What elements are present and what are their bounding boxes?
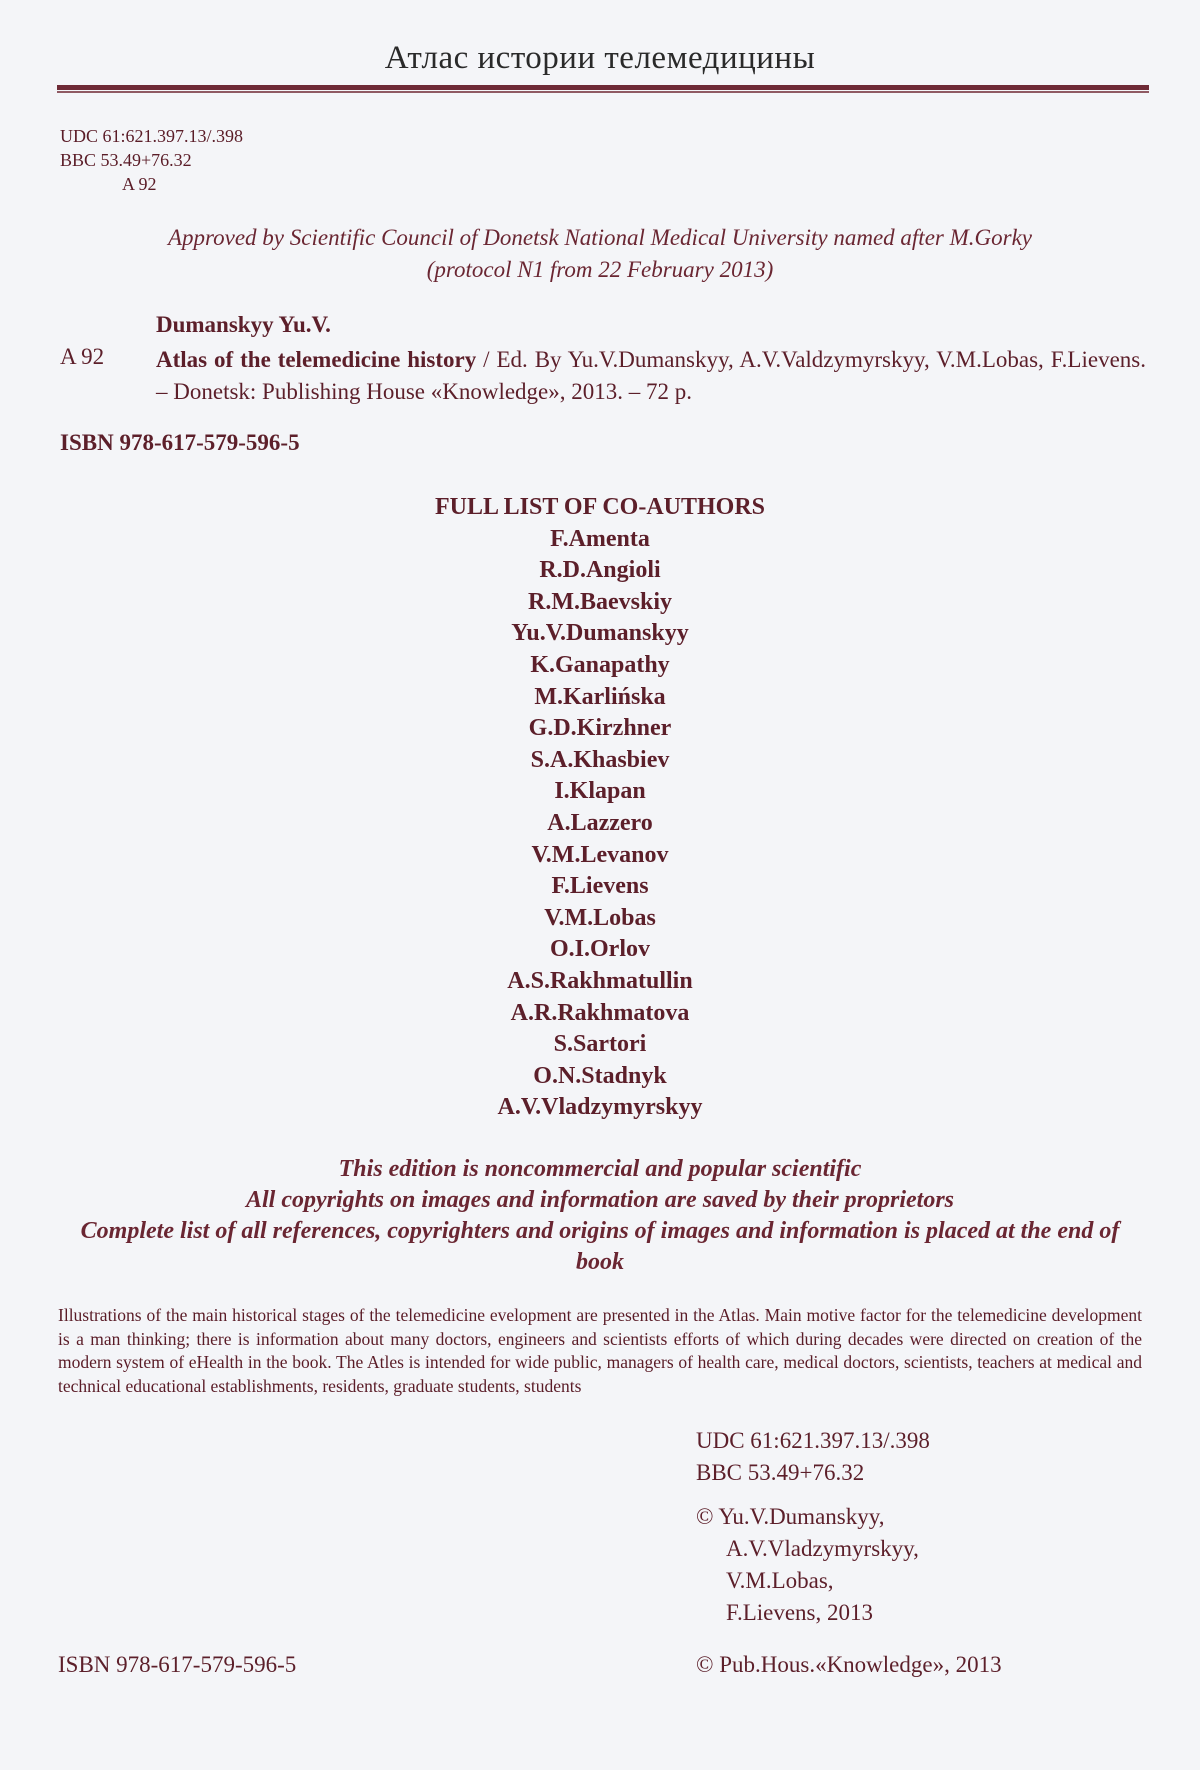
author-mark: A 92: [122, 174, 157, 194]
bbc-code-bottom: BBC 53.49+76.32: [696, 1460, 865, 1485]
coauthor-name: I.Klapan: [554, 778, 646, 805]
running-title: Атлас истории телемедицины: [384, 40, 816, 76]
catalog-entry: [156, 344, 1146, 408]
notice-line: This edition is noncommercial and popular scientific: [338, 1156, 862, 1182]
coauthor-name: R.M.Baevskiy: [528, 588, 672, 615]
coauthor-name: O.I.Orlov: [550, 936, 650, 963]
coauthor-name: A.Lazzero: [547, 809, 653, 836]
coauthor-name: V.M.Lobas: [544, 904, 656, 931]
coauthor-name: A.V.Vladzymyrskyy: [497, 1094, 703, 1121]
bottom-classification: [696, 1425, 930, 1489]
udc-code-bottom: UDC 61:621.397.13/.398: [696, 1428, 930, 1453]
coauthor-name: F.Amenta: [550, 525, 650, 552]
classification-block: [60, 124, 243, 196]
coauthor-name: V.M.Levanov: [531, 841, 669, 868]
coauthors-section: [0, 492, 1200, 1124]
notice-line: All copyrights on images and information are saved by their proprietors: [245, 1187, 955, 1213]
coauthor-name: R.D.Angioli: [539, 557, 661, 584]
approval-protocol: (protocol N1 from 22 February 2013): [426, 257, 774, 282]
copyright-line: F.Lievens, 2013: [726, 1600, 874, 1625]
catalog-title: Atlas of the telemedicine history: [156, 347, 477, 372]
coauthor-name: O.N.Stadnyk: [533, 1062, 667, 1089]
coauthor-name: A.R.Rakhmatova: [510, 999, 690, 1026]
header-rule-thin: [57, 91, 1149, 93]
notice-line: Complete list of all references, copyrighters and origins of images and information is placed at the end of book: [80, 1218, 1120, 1275]
coauthor-name: S.A.Khasbiev: [530, 746, 670, 773]
coauthor-name: M.Karlińska: [534, 683, 666, 710]
coauthor-name: K.Ganapathy: [530, 651, 670, 678]
udc-code: UDC 61:621.397.13/.398: [60, 126, 244, 146]
coauthor-name: S.Sartori: [553, 1031, 647, 1058]
copyright-line: © Yu.V.Dumanskyy,: [696, 1504, 885, 1529]
catalog-author: Dumanskyy Yu.V.: [156, 312, 331, 337]
header-rule-thick: [57, 85, 1149, 90]
copyright-block: [696, 1501, 919, 1629]
coauthor-name: Yu.V.Dumanskyy: [511, 620, 689, 647]
copyright-line: V.M.Lobas,: [726, 1568, 834, 1593]
catalog-details: / Ed. By Yu.V.Dumanskyy, A.V.Valdzymyrskyy, V.M.Lobas, F.Lievens. – Donetsk: Publishing House «Knowledge», 2013. – 72 p.: [156, 347, 1146, 404]
coauthor-name: A.S.Rakhmatullin: [507, 967, 693, 994]
coauthors-heading: FULL LIST OF CO-AUTHORS: [434, 494, 766, 520]
copyright-line: A.V.Vladzymyrskyy,: [726, 1536, 919, 1561]
approval-line: Approved by Scientific Council of Donetsk National Medical University named after M.Gorky: [167, 225, 1032, 250]
coauthors-list: [0, 524, 1200, 1124]
bbc-code: BBC 53.49+76.32: [60, 150, 192, 170]
isbn-bottom: ISBN 978-617-579-596-5: [58, 1652, 297, 1677]
edition-notice: [60, 1154, 1140, 1278]
abstract-paragraph: Illustrations of the main historical stages of the telemedicine evelopment are presented in the Atlas. Main motive factor for the telemedicine development is a man thinking; there is information about many doctors, engineers and scientists efforts of which during decades were directed on creation of the modern system of eHealth in the book. The Atles is intended for wide public, managers of health care, medical doctors, scientists, teachers at medical and technical educational establishments, residents, graduate students, students: [58, 1305, 1142, 1396]
approval-statement: [0, 222, 1200, 286]
coauthor-name: F.Lievens: [551, 873, 649, 900]
catalog-code: A 92: [60, 344, 105, 369]
coauthor-name: G.D.Kirzhner: [528, 715, 672, 742]
publisher-copyright: © Pub.Hous.«Knowledge», 2013: [696, 1652, 1002, 1677]
isbn-main: ISBN 978-617-579-596-5: [60, 430, 300, 455]
